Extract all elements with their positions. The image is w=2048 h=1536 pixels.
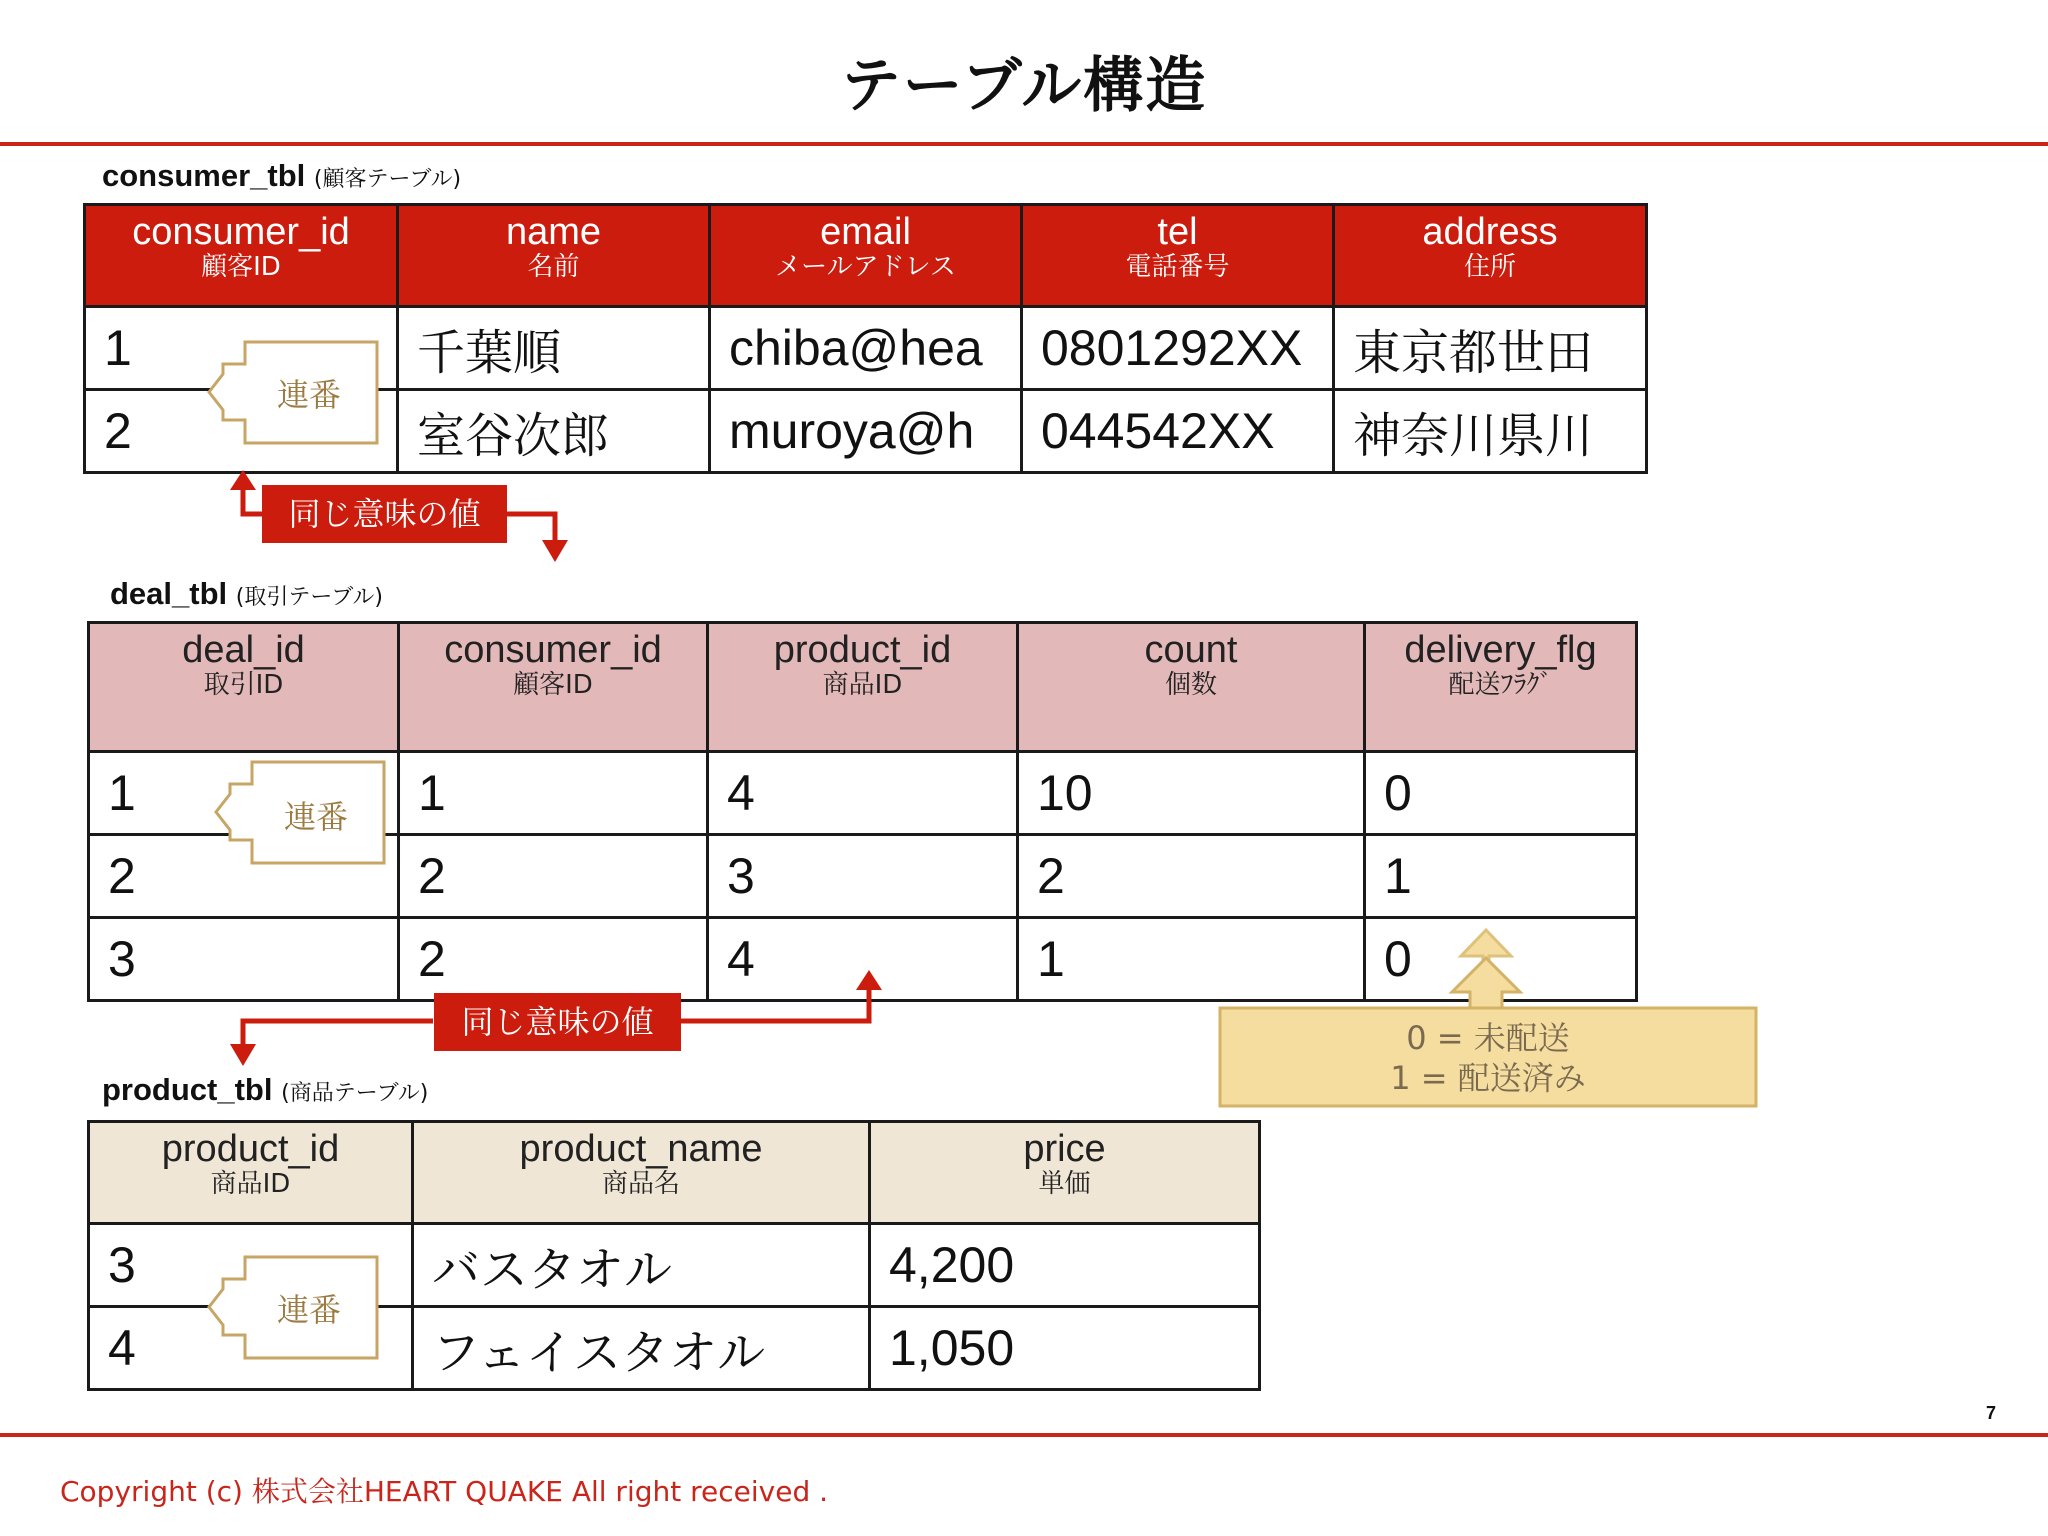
seq-callout-consumer [205, 340, 380, 445]
cell: chiba@hea [710, 307, 1022, 390]
cell: 4 [708, 752, 1018, 835]
cell: 4 [708, 918, 1018, 1001]
deal-tbl-caption: (取引テーブル) [235, 585, 383, 610]
deal-col-product-id: product_id 商品ID [708, 623, 1018, 752]
cell: 2 [1018, 835, 1365, 918]
cell: muroya@h [710, 390, 1022, 473]
cell: 2 [85, 390, 398, 473]
deal-tbl-name: deal_tbl [110, 576, 228, 611]
cell: 2 [89, 835, 399, 918]
seq-label: 連番 [277, 376, 342, 414]
product-col-product-id: product_id 商品ID [89, 1122, 413, 1224]
cell: 0801292XX [1022, 307, 1334, 390]
cell: バスタオル [413, 1224, 870, 1307]
consumer-col-email: email メールアドレス [710, 205, 1022, 307]
connector-arrow-deal-product [243, 1021, 433, 1052]
cell: 4 [89, 1307, 413, 1390]
page-title: テーブル構造 [840, 51, 1208, 121]
cell: 3 [89, 918, 399, 1001]
consumer-col-name: name 名前 [398, 205, 710, 307]
same-meaning-label-consumer: 同じ意味の値 [262, 485, 507, 543]
copyright: Copyright (c) 株式会社HEART QUAKE All right received . [60, 1475, 829, 1508]
seq-callout-deal [212, 760, 387, 865]
connector-arrow-deal-product-id [679, 983, 869, 1021]
arrow-head-down-product [230, 1044, 256, 1066]
delivery-note-line-2: 1 = 配送済み [1390, 1059, 1586, 1097]
seq-label: 連番 [277, 1291, 342, 1329]
same-meaning-label-product: 同じ意味の値 [434, 993, 681, 1051]
cell: 神奈川県川 [1334, 390, 1647, 473]
cell: 1 [1018, 918, 1365, 1001]
arrow-head-up-product-id [856, 970, 882, 990]
deal-col-count: count 個数 [1018, 623, 1365, 752]
deal-col-delivery-flg: delivery_flg 配送ﾌﾗｸﾞ [1365, 623, 1637, 752]
delivery-note-arrow-head [1452, 958, 1520, 1010]
arrow-head-up-consumer [230, 470, 256, 490]
cell: 東京都世田 [1334, 307, 1647, 390]
deal-col-deal-id: deal_id 取引ID [89, 623, 399, 752]
cell: 10 [1018, 752, 1365, 835]
product-col-product-name: product_name 商品名 [413, 1122, 870, 1224]
page-number: 7 [1985, 1403, 1996, 1423]
cell: 0 [1365, 918, 1637, 1001]
seq-label: 連番 [284, 798, 349, 836]
cell: 室谷次郎 [398, 390, 710, 473]
cell: 044542XX [1022, 390, 1334, 473]
deal-col-consumer-id: consumer_id 顧客ID [399, 623, 708, 752]
cell: 1 [85, 307, 398, 390]
cell: 1 [1365, 835, 1637, 918]
delivery-note-line-1: 0 = 未配送 [1406, 1019, 1570, 1057]
consumer-tbl-caption: (顧客テーブル) [313, 167, 462, 192]
consumer-col-consumer-id: consumer_id 顧客ID [85, 205, 398, 307]
consumer-col-address: address 住所 [1334, 205, 1647, 307]
cell: 3 [708, 835, 1018, 918]
cell: 0 [1365, 752, 1637, 835]
consumer-tbl-name: consumer_tbl [102, 158, 306, 193]
cell: 2 [399, 835, 708, 918]
product-tbl-caption: (商品テーブル) [281, 1081, 429, 1106]
cell: 千葉順 [398, 307, 710, 390]
cell: 1,050 [870, 1307, 1260, 1390]
cell: 1 [399, 752, 708, 835]
consumer-col-tel: tel 電話番号 [1022, 205, 1334, 307]
seq-callout-product [205, 1255, 380, 1360]
cell: 2 [399, 918, 708, 1001]
delivery-note [1220, 1018, 1756, 1098]
cell: 3 [89, 1224, 413, 1307]
product-col-price: price 単価 [870, 1122, 1260, 1224]
cell: フェイスタオル [413, 1307, 870, 1390]
arrow-head-down-deal [542, 540, 568, 562]
cell: 1 [89, 752, 399, 835]
cell: 4,200 [870, 1224, 1260, 1307]
bottom-rule [0, 1433, 2048, 1437]
product-tbl-name: product_tbl [102, 1072, 273, 1107]
